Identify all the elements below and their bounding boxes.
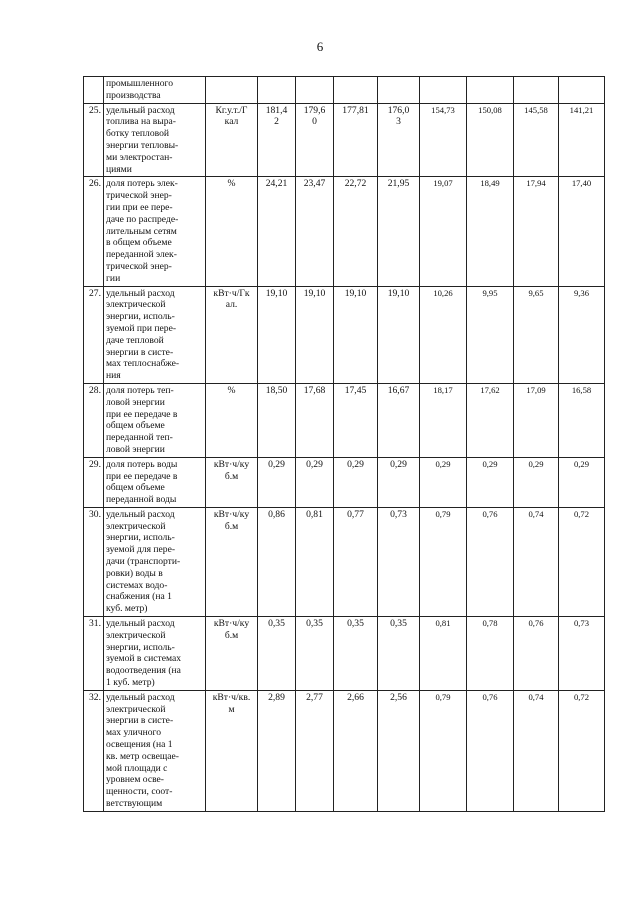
indicators-table [83,76,605,812]
value-cell: 2,56 [378,690,420,811]
row-number-cell [84,77,104,104]
value-cell: 0,29 [467,457,514,507]
value-cell: 17,94 [514,177,559,286]
row-number-cell: 31. [84,617,104,691]
value-cell: 179,6 0 [296,103,334,177]
value-cell: 0,29 [334,457,378,507]
value-cell: 16,67 [378,383,420,457]
value-cell: 145,58 [514,103,559,177]
value-cell: 176,0 3 [378,103,420,177]
value-cell: 9,95 [467,286,514,383]
row-number-cell: 28. [84,383,104,457]
value-cell: 17,40 [559,177,605,286]
row-number-cell: 27. [84,286,104,383]
value-cell: 0,76 [514,617,559,691]
row-number-cell: 32. [84,690,104,811]
value-cell: 150,08 [467,103,514,177]
table-row [84,177,605,286]
value-cell: 0,35 [378,617,420,691]
value-cell: 0,35 [334,617,378,691]
value-cell: 17,09 [514,383,559,457]
value-cell: 154,73 [420,103,467,177]
indicator-name-cell: доля потерь элек- трической энер- гии при ее пере- даче по распреде- лительным сетям в общем объеме переданной элек- трической энер- гии [104,177,206,286]
unit-cell: кВт·ч/ку б.м [206,457,258,507]
value-cell: 0,76 [467,690,514,811]
value-cell: 23,47 [296,177,334,286]
unit-cell: Кг.у.т./Г кал [206,103,258,177]
unit-cell: кВт·ч/ку б.м [206,617,258,691]
value-cell: 19,10 [378,286,420,383]
value-cell: 0,72 [559,507,605,616]
value-cell [258,77,296,104]
value-cell: 19,10 [258,286,296,383]
value-cell: 18,50 [258,383,296,457]
table-row-continuation [84,77,605,104]
indicator-name-cell: удельный расход электрической энергии в систе- мах уличного освещения (на 1 кв. метр освещае- мой площади с уровнем осве- щенности, соот- ветствующим [104,690,206,811]
value-cell: 0,29 [296,457,334,507]
value-cell: 22,72 [334,177,378,286]
table-row [84,617,605,691]
indicator-name-cell: доля потерь теп- ловой энергии при ее передаче в общем объеме переданной теп- ловой энергии [104,383,206,457]
value-cell: 0,72 [559,690,605,811]
value-cell [467,77,514,104]
value-cell: 18,49 [467,177,514,286]
value-cell: 17,68 [296,383,334,457]
unit-cell: кВт·ч/кв. м [206,690,258,811]
value-cell: 181,4 2 [258,103,296,177]
row-number-cell: 29. [84,457,104,507]
value-cell: 21,95 [378,177,420,286]
indicator-name-cell: удельный расход электрической энергии, исполь- зуемой для пере- дачи (транспорти- ровки) воды в системах водо- снабжения (на 1 куб. метр) [104,507,206,616]
value-cell: 17,62 [467,383,514,457]
value-cell: 0,29 [420,457,467,507]
value-cell: 0,79 [420,690,467,811]
value-cell: 9,36 [559,286,605,383]
value-cell: 0,81 [420,617,467,691]
row-number-cell: 30. [84,507,104,616]
unit-cell: кВт·ч/ку б.м [206,507,258,616]
value-cell: 0,74 [514,690,559,811]
value-cell: 0,74 [514,507,559,616]
indicator-name-cell: удельный расход электрической энергии, исполь- зуемой при пере- даче тепловой энергии в систе- мах теплоснабже- ния [104,286,206,383]
value-cell [559,77,605,104]
value-cell: 19,10 [334,286,378,383]
indicator-name-cell: удельный расход электрической энергии, исполь- зуемой в системах водоотведения (на 1 куб. метр) [104,617,206,691]
value-cell: 0,86 [258,507,296,616]
value-cell: 0,79 [420,507,467,616]
unit-cell: кВт·ч/Гк ал. [206,286,258,383]
value-cell: 0,78 [467,617,514,691]
value-cell [514,77,559,104]
unit-cell [206,77,258,104]
value-cell: 177,81 [334,103,378,177]
row-number-cell: 26. [84,177,104,286]
value-cell: 141,21 [559,103,605,177]
table-row [84,383,605,457]
value-cell: 0,29 [559,457,605,507]
value-cell: 19,07 [420,177,467,286]
page-number: 6 [316,39,324,54]
unit-cell: % [206,383,258,457]
table-row [84,286,605,383]
table-row [84,457,605,507]
value-cell: 0,29 [378,457,420,507]
value-cell: 9,65 [514,286,559,383]
table-row [84,103,605,177]
value-cell: 19,10 [296,286,334,383]
value-cell: 0,29 [514,457,559,507]
value-cell: 0,76 [467,507,514,616]
value-cell: 18,17 [420,383,467,457]
value-cell [334,77,378,104]
value-cell: 0,81 [296,507,334,616]
value-cell: 16,58 [559,383,605,457]
value-cell: 2,66 [334,690,378,811]
value-cell: 0,35 [258,617,296,691]
value-cell: 0,77 [334,507,378,616]
value-cell: 0,73 [378,507,420,616]
indicator-name-cell: удельный расход топлива на выра- ботку тепловой энергии тепловы- ми электростан- циями [104,103,206,177]
table-body [84,77,605,812]
indicator-name-cell: доля потерь воды при ее передаче в общем объеме переданной воды [104,457,206,507]
row-number-cell: 25. [84,103,104,177]
value-cell: 2,89 [258,690,296,811]
value-cell: 10,26 [420,286,467,383]
value-cell: 17,45 [334,383,378,457]
indicator-name-cell: промышленного производства [104,77,206,104]
value-cell [420,77,467,104]
value-cell: 0,35 [296,617,334,691]
table-row [84,690,605,811]
value-cell: 0,73 [559,617,605,691]
value-cell [378,77,420,104]
table-row [84,507,605,616]
unit-cell: % [206,177,258,286]
value-cell: 24,21 [258,177,296,286]
value-cell: 2,77 [296,690,334,811]
value-cell: 0,29 [258,457,296,507]
value-cell [296,77,334,104]
